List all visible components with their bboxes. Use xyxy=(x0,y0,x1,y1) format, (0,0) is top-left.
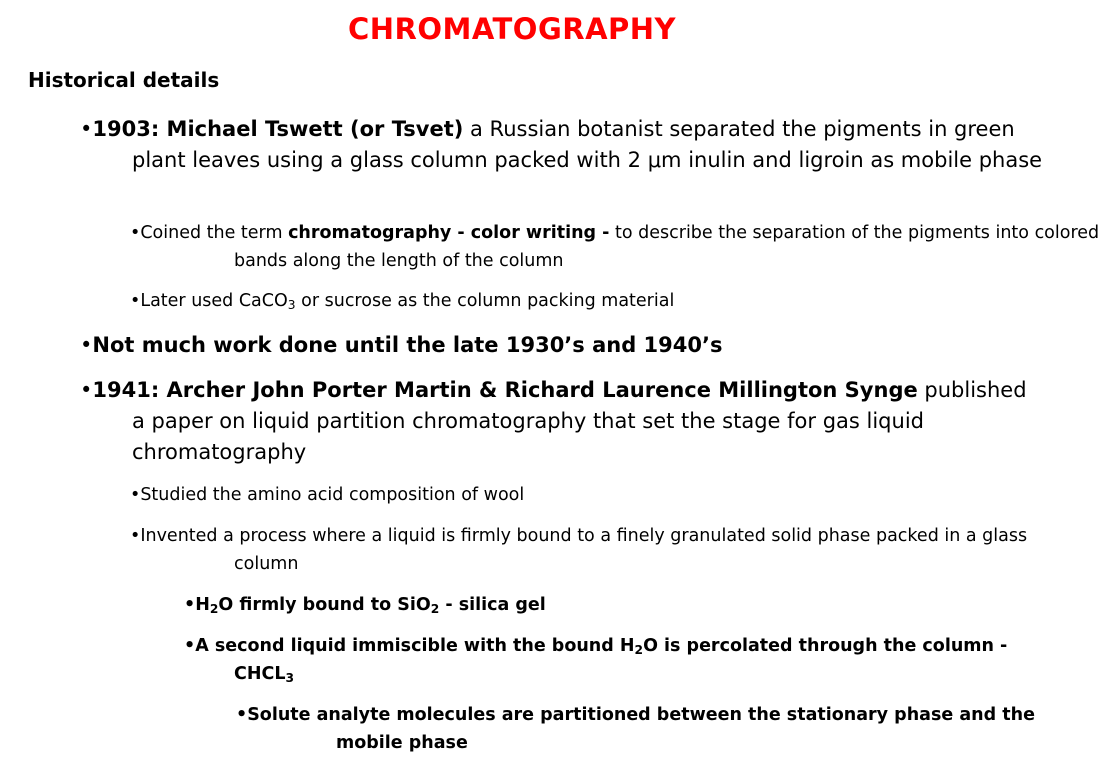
h2o-sub2: 2 xyxy=(430,602,440,617)
not-much-bold: Not much work done until the late 1930’s and 1940’s xyxy=(92,333,723,357)
bullet-invented xyxy=(130,522,1094,578)
bullet-coined xyxy=(130,219,1104,275)
bullet-second-liquid xyxy=(184,632,1020,688)
bullet-marker: • xyxy=(184,636,196,656)
bullet-h2o-bound xyxy=(184,591,1020,619)
bullet-marker: • xyxy=(184,595,196,615)
bullet-marker: • xyxy=(130,526,141,546)
bullet-marker: • xyxy=(80,378,93,402)
coined-post: to describe the separation of the pigments into colored bands along the length of the column xyxy=(234,223,1100,271)
slide-title: CHROMATOGRAPHY xyxy=(347,12,677,46)
bullet-martin-synge xyxy=(80,375,1044,468)
bullet-caco3 xyxy=(130,287,1094,315)
bullet-marker: • xyxy=(130,223,141,243)
martin-synge-text: published a paper on liquid partition chromatography that set the stage for gas liquid chromatography xyxy=(132,378,1027,464)
tswett-text: a Russian botanist separated the pigments in green plant leaves using a glass column packed with 2 μm inulin and ligroin as mobile phase xyxy=(132,117,1043,172)
bullet-tswett xyxy=(80,114,1044,176)
martin-synge-bold: 1941: Archer John Porter Martin & Richard Laurence Millington Synge xyxy=(92,378,918,402)
bullet-marker: • xyxy=(80,333,93,357)
caco3-post: or sucrose as the column packing material xyxy=(295,291,675,311)
bullet-marker: • xyxy=(80,117,93,141)
section-heading: Historical details xyxy=(28,68,220,92)
solute-text: Solute analyte molecules are partitioned between the stationary phase and the mobile phase xyxy=(247,705,1035,753)
second-liquid-sub1: 2 xyxy=(634,643,644,658)
coined-pre: Coined the term xyxy=(140,223,289,243)
invented-text: Invented a process where a liquid is firmly bound to a finely granulated solid phase packed in a glass column xyxy=(140,526,1028,574)
h2o-p2: O firmly bound to SiO xyxy=(218,595,431,615)
second-liquid-p1: A second liquid immiscible with the bound H xyxy=(195,636,635,656)
h2o-p3: - silica gel xyxy=(439,595,546,615)
second-liquid-p2: O is percolated through the column - CHCL xyxy=(234,636,1008,684)
bullet-marker: • xyxy=(236,705,248,725)
h2o-sub1: 2 xyxy=(209,602,219,617)
bullet-marker: • xyxy=(130,485,141,505)
bullet-solute xyxy=(236,701,1070,757)
caco3-pre: Later used CaCO xyxy=(140,291,288,311)
second-liquid-sub2: 3 xyxy=(285,671,295,686)
bullet-wool xyxy=(130,481,1094,509)
wool-text: Studied the amino acid composition of wool xyxy=(140,485,525,505)
bullet-not-much-work xyxy=(80,330,1044,361)
h2o-p1: H xyxy=(195,595,210,615)
caco3-sub: 3 xyxy=(287,298,296,313)
coined-bold: chromatography - color writing - xyxy=(288,223,610,243)
tswett-bold: 1903: Michael Tswett (or Tsvet) xyxy=(92,117,464,141)
bullet-marker: • xyxy=(130,291,141,311)
